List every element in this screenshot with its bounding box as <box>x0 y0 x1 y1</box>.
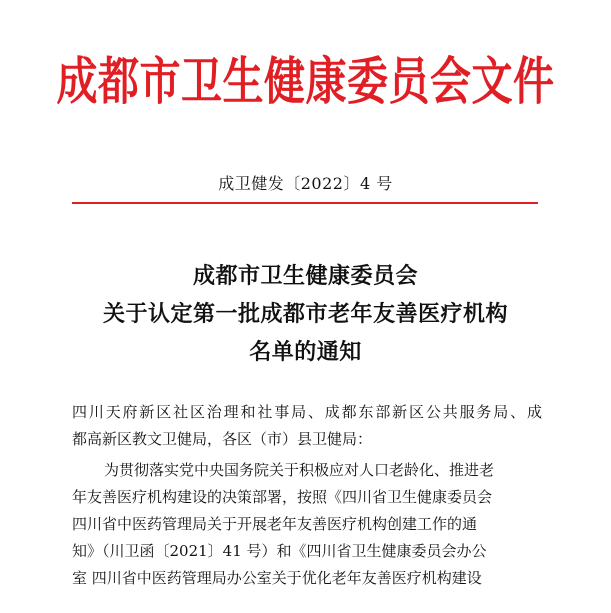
body-line: 年友善医疗机构建设的决策部署，按照《四川省卫生健康委员会 <box>72 488 493 506</box>
addressee-line: 都高新区教文卫健局，各区（市）县卫健局： <box>72 430 373 448</box>
red-divider-line <box>72 202 538 204</box>
title-line-1: 成都市卫生健康委员会 <box>192 263 418 289</box>
body-line: 为贯彻落实党中央国务院关于积极应对人口老龄化、推进老 <box>104 461 495 479</box>
body-line: 四川省中医药管理局关于开展老年友善医疗机构创建工作的通 <box>72 515 478 533</box>
addressee-line: 四川天府新区社区治理和社事局、成都东部新区公共服务局、成 <box>72 403 542 421</box>
title-line-2: 关于认定第一批成都市老年友善医疗机构 <box>102 301 508 327</box>
document-number: 成卫健发〔2022〕4 号 <box>218 174 393 193</box>
title-line-3: 名单的通知 <box>249 339 362 365</box>
body-line: 室 四川省中医药管理局办公室关于优化老年友善医疗机构建设 <box>72 569 482 587</box>
document-masthead: 成都市卫生健康委员会文件 <box>56 51 555 112</box>
body-paragraph <box>72 457 542 592</box>
body-line: 知》（川卫函〔2021〕41 号）和《四川省卫生健康委员会办公 <box>72 542 487 560</box>
addressee-paragraph <box>72 399 542 453</box>
